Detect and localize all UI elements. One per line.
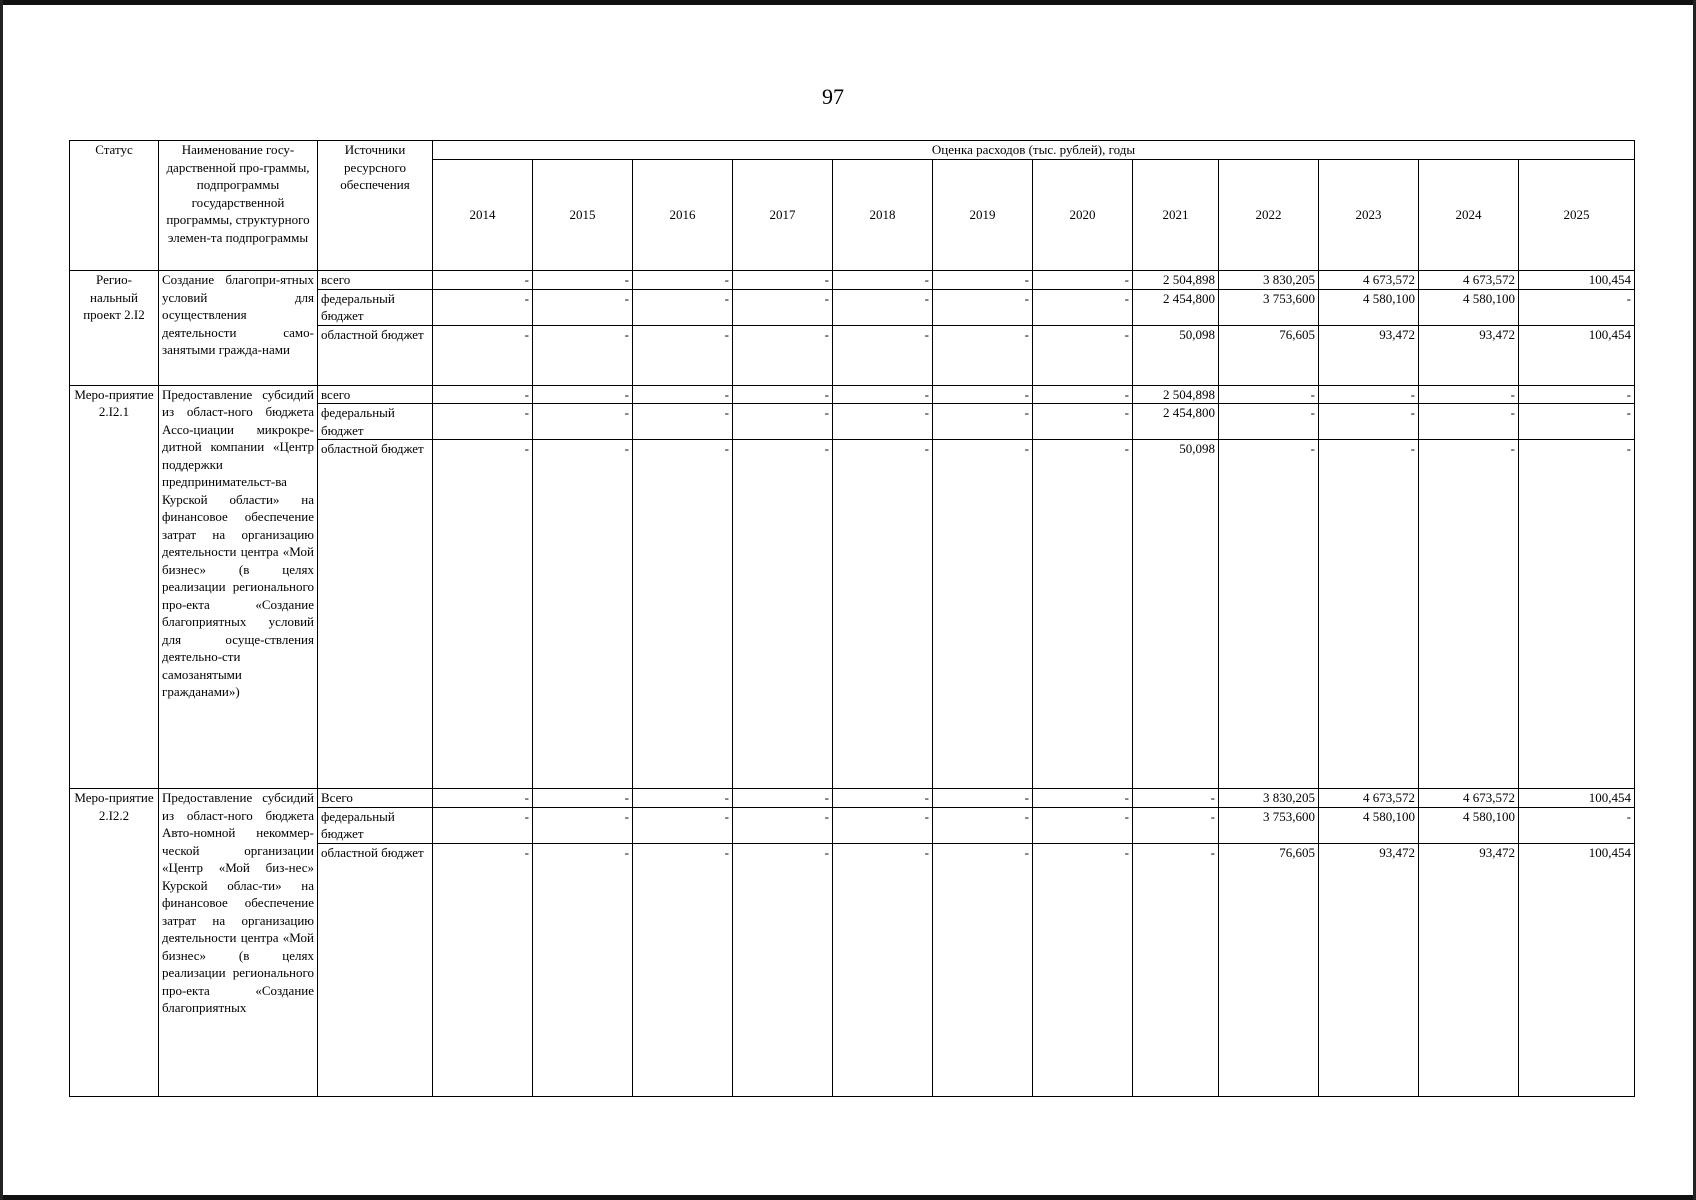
value-cell: -	[1219, 440, 1319, 789]
value-cell: -	[1033, 789, 1133, 808]
year-header: 2018	[833, 160, 933, 271]
value-cell: -	[733, 843, 833, 1096]
value-cell: -	[433, 843, 533, 1096]
value-cell: 4 673,572	[1419, 789, 1519, 808]
header-name: Наименование госу-дарственной про-граммы, подпрограммы государственной программы, структурного элемен-та подпрограммы	[159, 141, 318, 271]
scan-frame-left	[0, 0, 3, 1200]
value-cell: 100,454	[1519, 843, 1635, 1096]
value-cell: -	[933, 289, 1033, 325]
value-cell: 2 504,898	[1133, 385, 1219, 404]
value-cell: -	[1519, 404, 1635, 440]
value-cell: 50,098	[1133, 440, 1219, 789]
value-cell: 2 454,800	[1133, 289, 1219, 325]
source-cell: всего	[318, 385, 433, 404]
name-cell: Создание благопри-ятных условий для осуществления деятельности само-занятыми гражда-нами	[159, 271, 318, 386]
value-cell: 4 580,100	[1419, 289, 1519, 325]
year-header: 2025	[1519, 160, 1635, 271]
value-cell: -	[433, 289, 533, 325]
value-cell: -	[433, 807, 533, 843]
value-cell: -	[633, 843, 733, 1096]
table-row	[70, 271, 1635, 290]
value-cell: -	[733, 325, 833, 385]
value-cell: 4 580,100	[1319, 289, 1419, 325]
value-cell: -	[433, 440, 533, 789]
source-cell: всего	[318, 271, 433, 290]
value-cell: -	[1033, 325, 1133, 385]
value-cell: -	[733, 404, 833, 440]
value-cell: 100,454	[1519, 789, 1635, 808]
value-cell: -	[533, 271, 633, 290]
value-cell: -	[1319, 385, 1419, 404]
year-header: 2017	[733, 160, 833, 271]
table-row	[70, 789, 1635, 808]
value-cell: -	[733, 789, 833, 808]
value-cell: -	[833, 807, 933, 843]
value-cell: -	[1033, 843, 1133, 1096]
value-cell: -	[1519, 289, 1635, 325]
year-header: 2022	[1219, 160, 1319, 271]
value-cell: -	[633, 385, 733, 404]
value-cell: 3 830,205	[1219, 271, 1319, 290]
value-cell: -	[1033, 385, 1133, 404]
value-cell: -	[533, 404, 633, 440]
header-status: Статус	[70, 141, 159, 271]
value-cell: -	[533, 385, 633, 404]
value-cell: -	[833, 789, 933, 808]
value-cell: -	[1033, 271, 1133, 290]
value-cell: -	[1133, 843, 1219, 1096]
year-header: 2015	[533, 160, 633, 271]
value-cell: -	[833, 440, 933, 789]
value-cell: -	[633, 289, 733, 325]
value-cell: -	[733, 271, 833, 290]
value-cell: 93,472	[1319, 325, 1419, 385]
value-cell: 2 454,800	[1133, 404, 1219, 440]
value-cell: 4 673,572	[1419, 271, 1519, 290]
value-cell: -	[733, 440, 833, 789]
value-cell: -	[533, 807, 633, 843]
value-cell: 4 673,572	[1319, 789, 1419, 808]
value-cell: -	[1319, 404, 1419, 440]
year-header: 2014	[433, 160, 533, 271]
year-header: 2020	[1033, 160, 1133, 271]
value-cell: -	[1033, 807, 1133, 843]
value-cell: -	[433, 271, 533, 290]
value-cell: -	[733, 289, 833, 325]
value-cell: -	[1033, 404, 1133, 440]
value-cell: -	[533, 843, 633, 1096]
value-cell: -	[933, 325, 1033, 385]
value-cell: -	[433, 789, 533, 808]
value-cell: -	[833, 404, 933, 440]
value-cell: -	[933, 843, 1033, 1096]
source-cell: областной бюджет	[318, 440, 433, 789]
value-cell: -	[933, 440, 1033, 789]
value-cell: 100,454	[1519, 271, 1635, 290]
value-cell: 93,472	[1319, 843, 1419, 1096]
value-cell: -	[633, 404, 733, 440]
value-cell: -	[533, 440, 633, 789]
year-header: 2016	[633, 160, 733, 271]
value-cell: -	[1519, 807, 1635, 843]
source-cell: федеральный бюджет	[318, 404, 433, 440]
value-cell: 4 580,100	[1419, 807, 1519, 843]
value-cell: -	[633, 440, 733, 789]
value-cell: -	[1033, 289, 1133, 325]
source-cell: областной бюджет	[318, 325, 433, 385]
value-cell: 2 504,898	[1133, 271, 1219, 290]
year-header: 2019	[933, 160, 1033, 271]
value-cell: -	[833, 271, 933, 290]
value-cell: -	[933, 404, 1033, 440]
scan-frame-bottom	[0, 1195, 1696, 1200]
header-expenses: Оценка расходов (тыс. рублей), годы	[433, 141, 1635, 160]
value-cell: -	[933, 789, 1033, 808]
value-cell: 3 753,600	[1219, 289, 1319, 325]
value-cell: -	[1133, 789, 1219, 808]
value-cell: 3 830,205	[1219, 789, 1319, 808]
value-cell: -	[633, 789, 733, 808]
value-cell: -	[833, 385, 933, 404]
value-cell: -	[933, 385, 1033, 404]
page-number: 97	[822, 84, 844, 109]
status-cell: Регио-нальный проект 2.I2	[70, 271, 159, 386]
value-cell: -	[1133, 807, 1219, 843]
value-cell: 4 580,100	[1319, 807, 1419, 843]
year-header: 2024	[1419, 160, 1519, 271]
source-cell: областной бюджет	[318, 843, 433, 1096]
year-header: 2021	[1133, 160, 1219, 271]
value-cell: -	[1419, 440, 1519, 789]
value-cell: -	[1319, 440, 1419, 789]
name-cell: Предоставление субсидий из област-ного бюджета Авто-номной некоммер-ческой организации «Центр «Мой биз-нес» Курской облас-ти» на финансовое обеспечение затрат на организацию деятельности центра «Мой бизнес» (в целях реализации регионального про-екта «Создание благоприятных	[159, 789, 318, 1097]
value-cell: -	[1519, 385, 1635, 404]
value-cell: 100,454	[1519, 325, 1635, 385]
budget-table	[69, 140, 1635, 1097]
value-cell: -	[633, 325, 733, 385]
value-cell: -	[433, 325, 533, 385]
value-cell: 93,472	[1419, 325, 1519, 385]
value-cell: 3 753,600	[1219, 807, 1319, 843]
value-cell: -	[533, 289, 633, 325]
table-row	[70, 385, 1635, 404]
value-cell: -	[1219, 385, 1319, 404]
source-cell: федеральный бюджет	[318, 289, 433, 325]
name-cell: Предоставление субсидий из област-ного бюджета Ассо-циации микрокре-дитной компании «Центр поддержки предпринимательст-ва Курской области» на финансовое обеспечение затрат на организацию деятельности центра «Мой бизнес» (в целях реализации регионального про-екта «Создание благоприятных условий для осуще-ствления деятельно-сти самозанятыми гражданами»)	[159, 385, 318, 789]
value-cell: 76,605	[1219, 325, 1319, 385]
value-cell: -	[633, 271, 733, 290]
value-cell: -	[1419, 404, 1519, 440]
value-cell: -	[1519, 440, 1635, 789]
value-cell: -	[533, 789, 633, 808]
value-cell: -	[833, 289, 933, 325]
header-source: Источники ресурсного обеспечения	[318, 141, 433, 271]
value-cell: -	[433, 404, 533, 440]
value-cell: 93,472	[1419, 843, 1519, 1096]
status-cell: Меро-приятие 2.I2.1	[70, 385, 159, 789]
year-header: 2023	[1319, 160, 1419, 271]
value-cell: -	[833, 843, 933, 1096]
source-cell: Всего	[318, 789, 433, 808]
value-cell: -	[733, 385, 833, 404]
source-cell: федеральный бюджет	[318, 807, 433, 843]
value-cell: -	[533, 325, 633, 385]
value-cell: 4 673,572	[1319, 271, 1419, 290]
value-cell: -	[833, 325, 933, 385]
scan-frame-top	[0, 0, 1696, 5]
value-cell: -	[1033, 440, 1133, 789]
value-cell: -	[1419, 385, 1519, 404]
value-cell: 50,098	[1133, 325, 1219, 385]
status-cell: Меро-приятие 2.I2.2	[70, 789, 159, 1097]
value-cell: -	[1219, 404, 1319, 440]
value-cell: -	[733, 807, 833, 843]
value-cell: -	[933, 807, 1033, 843]
value-cell: -	[433, 385, 533, 404]
value-cell: -	[633, 807, 733, 843]
header-row-top	[70, 141, 1635, 160]
value-cell: -	[933, 271, 1033, 290]
value-cell: 76,605	[1219, 843, 1319, 1096]
